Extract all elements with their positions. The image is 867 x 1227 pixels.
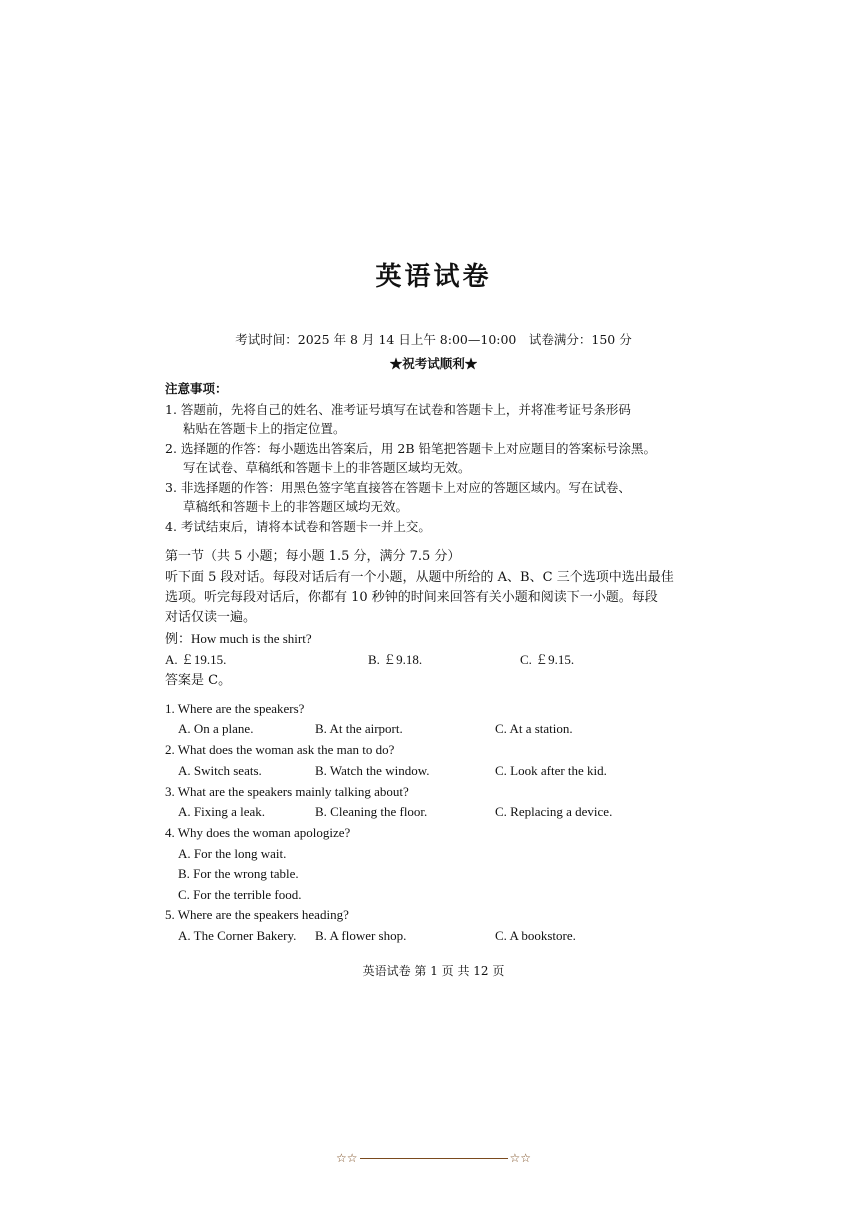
question-option: B. Cleaning the floor.	[315, 804, 428, 819]
notice-line: 4. 考试结束后，请将本试卷和答题卡一并上交。	[165, 519, 431, 534]
question-option: B. At the airport.	[315, 721, 403, 736]
star-icon: ☆☆	[509, 1151, 532, 1165]
question-option: C. Replacing a device.	[495, 804, 613, 819]
section-instructions: 选项。听完每段对话后，你都有 10 秒钟的时间来回答有关小题和阅读下一小题。每段	[165, 590, 658, 605]
section-instructions: 听下面 5 段对话。每段对话后有一个小题，从题中所给的 A、B、C 三个选项中选出最佳	[165, 570, 674, 585]
section-instructions: 对话仅读一遍。	[165, 610, 257, 625]
page-footer: 英语试卷 第 1 页 共 12 页	[362, 964, 505, 978]
question-stem: 4. Why does the woman apologize?	[165, 825, 351, 840]
question-option: A. Switch seats.	[178, 763, 262, 778]
decorative-ornament	[0, 1151, 867, 1165]
question-stem: 5. Where are the speakers heading?	[165, 907, 349, 922]
example-option-a: A. ￡19.15.	[165, 652, 227, 667]
question-option: B. Watch the window.	[315, 763, 430, 778]
notice-line: 草稿纸和答题卡上的非答题区域均无效。	[183, 499, 409, 514]
question-stem: 1. Where are the speakers?	[165, 701, 305, 716]
example-option-b: B. ￡9.18.	[368, 652, 423, 667]
question-option: A. The Corner Bakery.	[178, 928, 297, 943]
notice-line: 3. 非选择题的作答：用黑色签字笔直接答在答题卡上对应的答题区域内。写在试卷、	[165, 480, 631, 495]
example-answer: 答案是 C。	[165, 673, 232, 688]
question-option: A. Fixing a leak.	[178, 804, 266, 819]
question-option: C. At a station.	[495, 721, 573, 736]
question-option: B. For the wrong table.	[178, 866, 299, 881]
example-question: 例：How much is the shirt?	[165, 631, 312, 646]
question-option: C. A bookstore.	[495, 928, 576, 943]
question-option: C. Look after the kid.	[495, 763, 607, 778]
notice-line: 2. 选择题的作答：每小题选出答案后，用 2B 铅笔把答题卡上对应题目的答案标号涂黑。	[165, 441, 656, 456]
exam-info: 考试时间：2025 年 8 月 14 日上午 8:00—10:00 试卷满分：150 分	[235, 332, 632, 347]
section-heading: 第一节（共 5 小题；每小题 1.5 分，满分 7.5 分）	[165, 549, 461, 564]
good-luck-wish: ★祝考试顺利★	[389, 356, 478, 371]
question-stem: 2. What does the woman ask the man to do?	[165, 742, 395, 757]
question-option: A. For the long wait.	[178, 846, 287, 861]
page-title: 英语试卷	[375, 262, 492, 292]
question-option: A. On a plane.	[178, 721, 254, 736]
notice-line: 1. 答题前，先将自己的姓名、准考证号填写在试卷和答题卡上，并将准考证号条形码	[165, 402, 631, 417]
divider-line	[360, 1158, 508, 1159]
example-option-c: C. ￡9.15.	[520, 652, 575, 667]
notice-line: 粘贴在答题卡上的指定位置。	[183, 421, 346, 436]
star-icon: ☆☆	[335, 1151, 358, 1165]
question-option: C. For the terrible food.	[178, 887, 302, 902]
question-option: B. A flower shop.	[315, 928, 407, 943]
notice-line: 写在试卷、草稿纸和答题卡上的非答题区域均无效。	[183, 460, 471, 475]
notice-heading: 注意事项：	[165, 381, 228, 396]
question-stem: 3. What are the speakers mainly talking about?	[165, 784, 409, 799]
